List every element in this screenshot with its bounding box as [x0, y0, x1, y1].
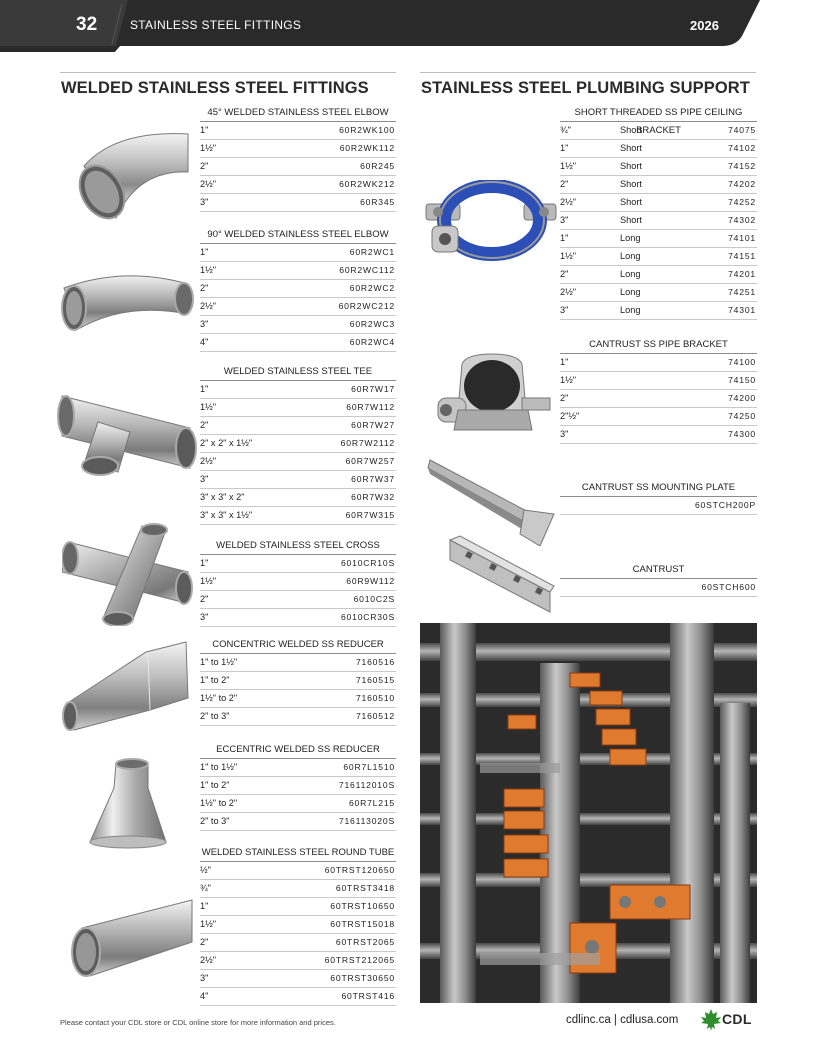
table-row: 1" to 1½" 7160516: [200, 654, 396, 672]
table-row: 1" Short 74102: [560, 140, 757, 158]
table-row: 1" 60R7W17: [200, 381, 396, 399]
concentric-reducer-icon: [60, 640, 190, 732]
table-row: 2" 60TRST2065: [200, 934, 396, 952]
table-round-tube: [200, 844, 396, 1006]
table-row: 2½" 60TRST212065: [200, 952, 396, 970]
table-title: 90° WELDED STAINLESS STEEL ELBOW: [200, 226, 396, 244]
table-pipe-bracket: [560, 336, 757, 444]
header-band: [0, 0, 760, 52]
table-row: 2½" Long 74251: [560, 284, 757, 302]
mounting-plate-icon: [426, 454, 558, 546]
table-row: 1" to 2" 716112010S: [200, 777, 396, 795]
table-row: 2½" 60R2WC212: [200, 298, 396, 316]
table-row: ¾" 60TRST3418: [200, 880, 396, 898]
right-column-title: STAINLESS STEEL PLUMBING SUPPORT: [421, 79, 750, 97]
left-column-title: WELDED STAINLESS STEEL FITTINGS: [61, 79, 369, 97]
table-row: 3" 6010CR30S: [200, 609, 396, 627]
elbow-45-icon: [76, 126, 192, 222]
table-row: 2½" 60R7W257: [200, 453, 396, 471]
table-row: 1½" 60TRST15018: [200, 916, 396, 934]
table-row: 1½" 60R9W112: [200, 573, 396, 591]
table-row: 4" 60R2WC4: [200, 334, 396, 352]
table-title: CONCENTRIC WELDED SS REDUCER: [200, 636, 396, 654]
industrial-piping-photo: [420, 623, 757, 1003]
table-title: CANTRUST SS MOUNTING PLATE: [560, 479, 757, 497]
table-cross: [200, 537, 396, 627]
table-eccentric-reducer: [200, 741, 396, 831]
table-row: 3" 60R7W37: [200, 471, 396, 489]
footer-website-links[interactable]: cdlinc.ca | cdlusa.com: [566, 1014, 679, 1026]
cdl-logo: CDL: [722, 1011, 752, 1027]
table-row: 2" x 2" x 1½" 60R7W2112: [200, 435, 396, 453]
table-mounting-plate: [560, 479, 757, 515]
table-row: 3" 74300: [560, 426, 757, 444]
table-title: 45° WELDED STAINLESS STEEL ELBOW: [200, 104, 396, 122]
ceiling-bracket-icon: [424, 180, 558, 266]
table-row: 60STCH600: [560, 579, 757, 597]
table-row: 1½" to 2" 7160510: [200, 690, 396, 708]
left-title-rule: [60, 72, 396, 73]
table-title: WELDED STAINLESS STEEL ROUND TUBE: [200, 844, 396, 862]
table-row: 2"½" 74250: [560, 408, 757, 426]
elbow-90-icon: [58, 270, 194, 336]
table-row: 2" 6010C2S: [200, 591, 396, 609]
table-row: 3" 60R345: [200, 194, 396, 212]
table-row: 1½" 60R7W112: [200, 399, 396, 417]
header-year: 2026: [690, 18, 719, 33]
cantrust-channel-icon: [446, 534, 556, 618]
table-row: 2" Long 74201: [560, 266, 757, 284]
table-title: WELDED STAINLESS STEEL TEE: [200, 363, 396, 381]
table-row: 1" Long 74101: [560, 230, 757, 248]
maple-leaf-icon: [700, 1008, 722, 1032]
table-row: 1" to 2" 7160515: [200, 672, 396, 690]
page-number: 32: [76, 14, 98, 35]
table-row: ½" 60TRST120650: [200, 862, 396, 880]
table-row: 1" 74100: [560, 354, 757, 372]
header-section-title: STAINLESS STEEL FITTINGS: [130, 18, 302, 32]
table-elbow-45: [200, 104, 396, 212]
table-row: 60STCH200P: [560, 497, 757, 515]
table-tee: [200, 363, 396, 525]
table-title: WELDED STAINLESS STEEL CROSS: [200, 537, 396, 555]
table-row: 3" Long 74301: [560, 302, 757, 320]
table-row: 1½" Long 74151: [560, 248, 757, 266]
table-row: 3" 60TRST30650: [200, 970, 396, 988]
table-row: ¾" Short 74075: [560, 122, 757, 140]
table-row: 1½" 60R2WC112: [200, 262, 396, 280]
cross-icon: [62, 522, 194, 626]
table-row: 2½" 60R2WK212: [200, 176, 396, 194]
table-concentric-reducer: [200, 636, 396, 726]
table-title: ECCENTRIC WELDED SS REDUCER: [200, 741, 396, 759]
table-ceiling-bracket: [560, 104, 757, 320]
eccentric-reducer-icon: [86, 754, 170, 850]
table-row: 1½" 74150: [560, 372, 757, 390]
table-row: 1" to 1½" 60R7L1510: [200, 759, 396, 777]
right-title-rule: [420, 72, 756, 73]
round-tube-icon: [66, 894, 194, 980]
table-row: 1" 60R2WC1: [200, 244, 396, 262]
table-row: 2" 60R7W27: [200, 417, 396, 435]
table-title: CANTRUST: [560, 561, 757, 579]
table-row: 2" Short 74202: [560, 176, 757, 194]
table-row: 2" to 3" 7160512: [200, 708, 396, 726]
table-title: CANTRUST SS PIPE BRACKET: [560, 336, 757, 354]
tee-icon: [54, 392, 198, 476]
table-row: 2" to 3" 716113020S: [200, 813, 396, 831]
table-row: 2" 60R245: [200, 158, 396, 176]
table-row: 3" 60R2WC3: [200, 316, 396, 334]
table-row: 2½" Short 74252: [560, 194, 757, 212]
table-row: 3" Short 74302: [560, 212, 757, 230]
table-row: 1½" Short 74152: [560, 158, 757, 176]
table-row: 1" 60TRST10650: [200, 898, 396, 916]
table-row: 2" 60R2WC2: [200, 280, 396, 298]
table-row: 3" x 3" x 1½" 60R7W315: [200, 507, 396, 525]
table-cantrust: [560, 561, 757, 597]
table-row: 2" 74200: [560, 390, 757, 408]
table-row: 1" 60R2WK100: [200, 122, 396, 140]
table-row: 1½" to 2" 60R7L215: [200, 795, 396, 813]
table-row: 1½" 60R2WK112: [200, 140, 396, 158]
pipe-bracket-icon: [432, 350, 554, 434]
table-row: 4" 60TRST416: [200, 988, 396, 1006]
table-elbow-90: [200, 226, 396, 352]
table-row: 3" x 3" x 2" 60R7W32: [200, 489, 396, 507]
table-title: SHORT THREADED SS PIPE CEILING BRACKET: [560, 104, 757, 122]
table-row: 1" 6010CR10S: [200, 555, 396, 573]
footer-note: Please contact your CDL store or CDL online store for more information and prices.: [60, 1018, 336, 1027]
